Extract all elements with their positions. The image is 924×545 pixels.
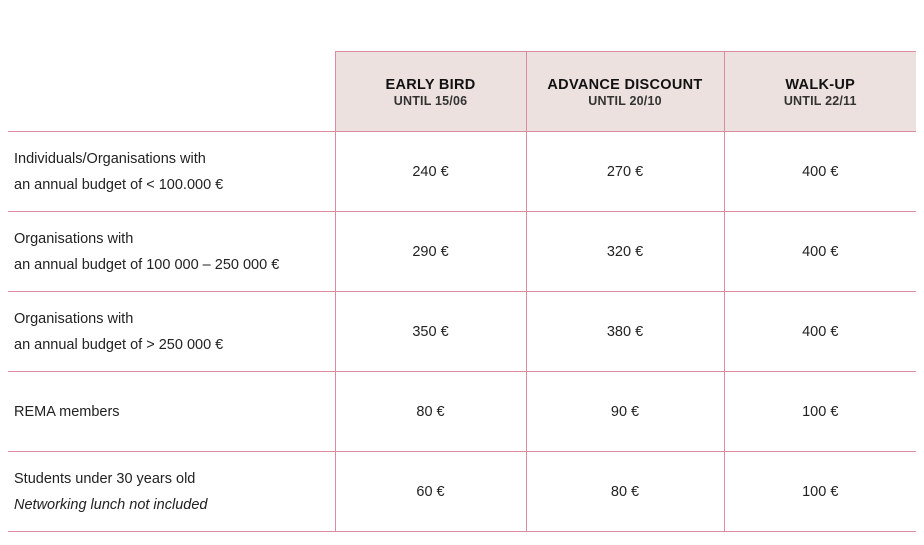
row-label-rema-members [8,372,335,452]
price-walk-up: 100 € [724,372,916,452]
price-early-bird: 350 € [335,292,526,372]
price-walk-up: 400 € [724,292,916,372]
column-title: EARLY BIRD [385,77,476,93]
row-label-note: Networking lunch not included [14,496,208,513]
row-label-students [8,452,335,532]
column-header-early-bird [335,52,526,132]
price-advance-discount: 80 € [526,452,724,532]
price-early-bird: 80 € [335,372,526,452]
header-corner [8,52,335,132]
price-advance-discount: 270 € [526,132,724,212]
price-advance-discount: 320 € [526,212,724,292]
column-title: WALK-UP [785,77,856,93]
row-label-line: Students under 30 years old [14,470,196,487]
price-advance-discount: 380 € [526,292,724,372]
table-row [8,212,916,292]
column-header-advance-discount [526,52,724,132]
pricing-table [8,51,916,532]
column-deadline: UNTIL 22/11 [783,94,857,108]
row-label-line: an annual budget of 100 000 – 250 000 € [14,256,280,273]
row-label-large-budget [8,292,335,372]
price-walk-up: 100 € [724,452,916,532]
row-label-line: Organisations with [14,230,134,247]
row-label-line: an annual budget of > 250 000 € [14,336,224,353]
row-label-small-budget [8,132,335,212]
table-row [8,132,916,212]
row-label-line: Individuals/Organisations with [14,150,206,167]
price-walk-up: 400 € [724,212,916,292]
row-label-line: an annual budget of < 100.000 € [14,176,224,193]
price-walk-up: 400 € [724,132,916,212]
column-title: ADVANCE DISCOUNT [547,77,703,93]
table-row [8,372,916,452]
price-early-bird: 60 € [335,452,526,532]
row-label-medium-budget [8,212,335,292]
column-deadline: UNTIL 20/10 [588,94,662,108]
price-early-bird: 240 € [335,132,526,212]
column-header-walk-up [724,52,916,132]
header-row [8,52,916,132]
pricing-table-container [8,51,916,532]
price-early-bird: 290 € [335,212,526,292]
row-label-line: REMA members [14,403,120,420]
column-deadline: UNTIL 15/06 [393,94,468,108]
table-row [8,452,916,532]
row-label-line: Organisations with [14,310,134,327]
table-row [8,292,916,372]
price-advance-discount: 90 € [526,372,724,452]
